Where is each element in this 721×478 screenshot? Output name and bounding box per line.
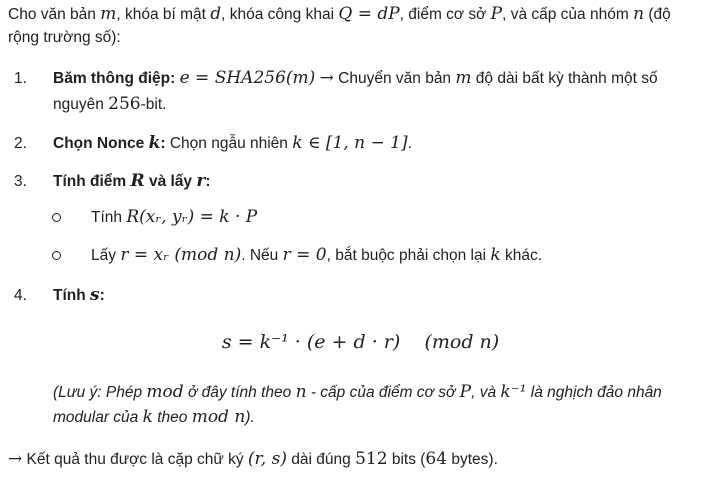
intro-text: (độ [644, 6, 671, 23]
math-hash: e = SHA256(m) [179, 68, 316, 88]
note-text: modular của [53, 409, 143, 426]
math-k: k [490, 245, 501, 265]
note-text: theo [152, 409, 192, 426]
substep-text: khác. [500, 247, 543, 264]
bullet-icon [52, 251, 61, 260]
note-line-2 [53, 407, 255, 427]
math-n: n [295, 382, 307, 402]
signature-equation: s = k⁻¹ · (e + d · r) (mod n) [221, 331, 500, 353]
note-text: (Lưu ý: Phép [53, 384, 147, 401]
arrow-icon: → [319, 68, 334, 88]
bullet-icon [52, 213, 61, 222]
step-number: 2. [14, 135, 27, 152]
substep-text: Tính [91, 209, 127, 226]
intro-text: , khóa bí mật [116, 6, 211, 23]
step-title: Tính điểm [53, 173, 131, 190]
substep-2-line [91, 245, 542, 265]
substep-1-line [91, 207, 257, 227]
math-m: m [455, 68, 472, 88]
math-r-mod: r = xᵣ (mod n) [120, 245, 242, 265]
arrow-icon: → [8, 449, 23, 469]
note-text: là nghịch đảo nhân [526, 384, 662, 401]
intro-text: , điểm cơ sở [399, 6, 491, 23]
step-number: 3. [14, 173, 27, 190]
intro-text: , khóa công khai [221, 6, 339, 23]
math-signature-pair: (r, s) [247, 449, 287, 469]
result-line [8, 449, 498, 469]
step-number: 4. [14, 287, 27, 304]
note-text: ). [245, 409, 255, 426]
substep-text: , bắt buộc phải chọn lại [326, 247, 491, 264]
step-1-line-2 [53, 94, 166, 114]
step-title: Tính [53, 287, 91, 304]
math-k: k [142, 407, 153, 427]
step-3-line [53, 171, 211, 191]
math-k-inverse: k⁻¹ [500, 382, 527, 402]
step-text: độ dài bất kỳ thành một số [471, 70, 658, 87]
result-text: bytes). [447, 451, 498, 468]
substep-text: . Nếu [241, 247, 283, 264]
math-condition: r = 0 [282, 245, 327, 265]
substep-text: Lấy [91, 247, 121, 264]
step-title: : [205, 173, 211, 190]
note-text: , và [471, 384, 501, 401]
result-text: bits ( [387, 451, 426, 468]
step-text: nguyên [53, 96, 109, 113]
note-text: - cấp của điểm cơ sở [306, 384, 460, 401]
step-2-line [53, 133, 412, 153]
step-title: : [99, 287, 105, 304]
intro-text: Cho văn bản [8, 6, 101, 23]
math-number: 512 [355, 449, 388, 469]
step-4-line [53, 285, 105, 305]
result-text: Kết quả thu được là cặp chữ ký [22, 451, 248, 468]
math-P: P [459, 382, 472, 402]
step-text: Chuyển văn bản [333, 70, 456, 87]
math-number: 256 [108, 94, 141, 114]
math-r: r [196, 171, 206, 191]
intro-line-1 [8, 4, 671, 24]
step-text: -bit. [140, 96, 167, 113]
step-title: và lấy [144, 173, 197, 190]
math-R: R [130, 171, 145, 191]
step-title: Chọn Nonce [53, 135, 149, 152]
step-title: : [160, 135, 166, 152]
step-text: Chọn ngẫu nhiên [165, 135, 293, 152]
result-text: dài đúng [286, 451, 356, 468]
step-title: Băm thông điệp: [53, 70, 176, 87]
note-line-1 [53, 382, 662, 402]
math-P: P [490, 4, 503, 24]
step-text: . [407, 135, 412, 152]
intro-line-2 [8, 29, 121, 47]
math-n: n [633, 4, 645, 24]
note-text: ở đây tính theo [183, 384, 296, 401]
math-mod: mod [146, 382, 184, 402]
math-s: s [90, 285, 100, 305]
math-number: 64 [425, 449, 448, 469]
math-point-R: R(xᵣ, yᵣ) = k · P [126, 207, 258, 227]
step-number: 1. [14, 70, 27, 87]
math-d: d [210, 4, 222, 24]
intro-text: rộng trường số): [8, 29, 121, 46]
math-q-eq: Q = dP [338, 4, 400, 24]
math-mod-n: mod n [191, 407, 246, 427]
math-k: k [148, 133, 161, 153]
math-range: k ∈ [1, n − 1] [292, 133, 408, 153]
intro-text: , và cấp của nhóm [502, 6, 634, 23]
math-m: m [100, 4, 117, 24]
step-1-line-1 [53, 68, 658, 88]
